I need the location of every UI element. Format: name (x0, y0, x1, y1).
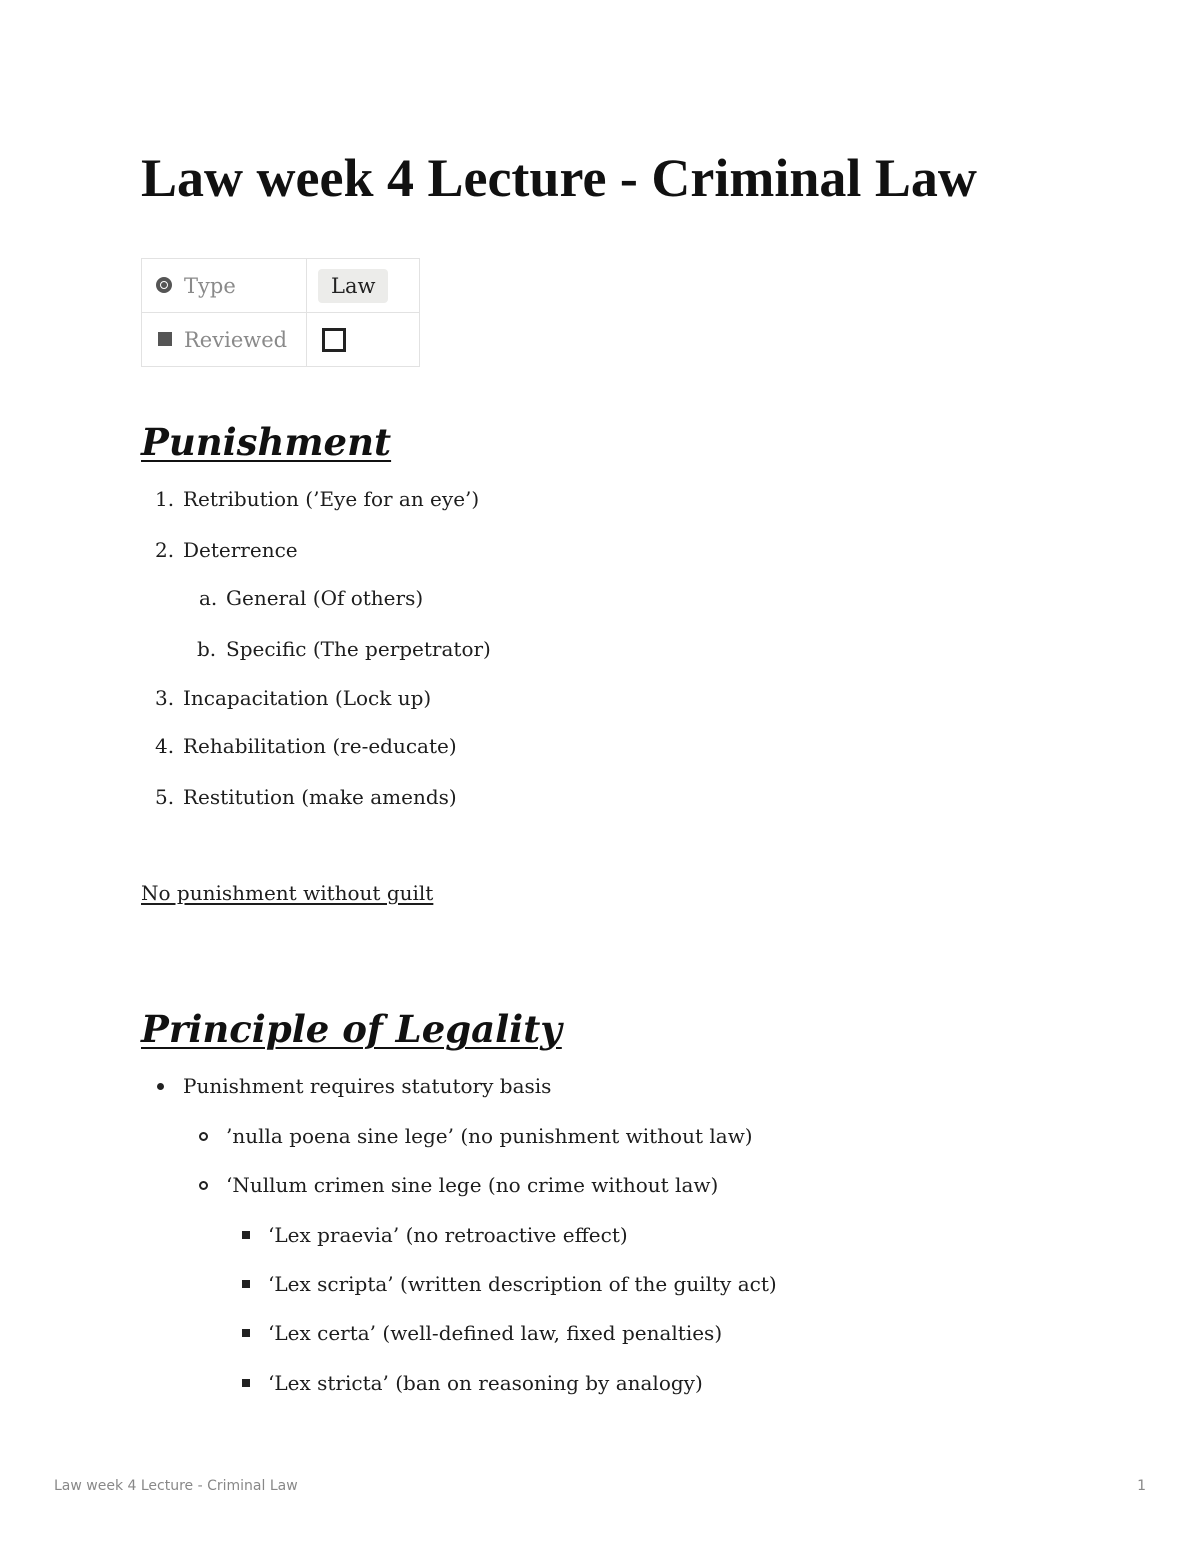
reviewed-label: Reviewed (184, 327, 288, 352)
bullet-square-icon (242, 1379, 250, 1387)
bullet-square-icon (242, 1280, 250, 1288)
list-item: Incapacitation (Lock up) (183, 686, 432, 710)
bullet-square-icon (242, 1231, 250, 1239)
bullet-disc-icon (157, 1083, 164, 1090)
property-value-type[interactable] (307, 259, 420, 313)
list-number: 4. (155, 734, 175, 758)
underlined-note: No punishment without guilt (141, 881, 434, 905)
list-item: General (Of others) (226, 586, 424, 610)
bullet-square-icon (242, 1329, 250, 1337)
section-heading-punishment: Punishment (141, 420, 392, 464)
list-letter: b. (197, 637, 217, 661)
bullet-circle-icon (199, 1181, 208, 1190)
property-row-type (142, 259, 420, 313)
type-tag[interactable]: Law (318, 269, 388, 303)
list-item: Specific (The perpetrator) (226, 637, 491, 661)
properties-table (141, 258, 420, 367)
list-item: ‘Lex certa’ (well-defined law, fixed penalties) (268, 1321, 723, 1345)
list-item: ‘Lex praevia’ (no retroactive effect) (268, 1223, 628, 1247)
property-name-type (142, 259, 307, 313)
page-number: 1 (1137, 1478, 1146, 1494)
section-heading-legality: Principle of Legality (141, 1007, 562, 1051)
reviewed-checkbox[interactable] (322, 328, 346, 352)
list-item: Restitution (make amends) (183, 785, 457, 809)
list-item: ’nulla poena sine lege’ (no punishment without law) (226, 1124, 753, 1148)
list-number: 5. (155, 785, 175, 809)
list-number: 2. (155, 538, 175, 562)
select-property-icon (156, 277, 172, 293)
property-name-reviewed (142, 313, 307, 367)
page-title: Law week 4 Lecture - Criminal Law (141, 148, 977, 208)
list-item: Deterrence (183, 538, 298, 562)
list-letter: a. (199, 586, 218, 610)
checkbox-property-icon (158, 332, 172, 346)
property-value-reviewed[interactable] (307, 313, 420, 367)
list-item: ‘Lex scripta’ (written description of the guilty act) (268, 1272, 777, 1296)
list-item: ‘Nullum crimen sine lege (no crime without law) (226, 1173, 719, 1197)
bullet-circle-icon (199, 1132, 208, 1141)
list-number: 3. (155, 686, 175, 710)
list-number: 1. (155, 487, 175, 511)
list-item: ‘Lex stricta’ (ban on reasoning by analogy) (268, 1371, 703, 1395)
footer-title: Law week 4 Lecture - Criminal Law (54, 1478, 298, 1494)
property-row-reviewed (142, 313, 420, 367)
list-item: Retribution (’Eye for an eye’) (183, 487, 480, 511)
list-item: Rehabilitation (re-educate) (183, 734, 457, 758)
type-label: Type (184, 273, 236, 298)
list-item: Punishment requires statutory basis (183, 1074, 552, 1098)
